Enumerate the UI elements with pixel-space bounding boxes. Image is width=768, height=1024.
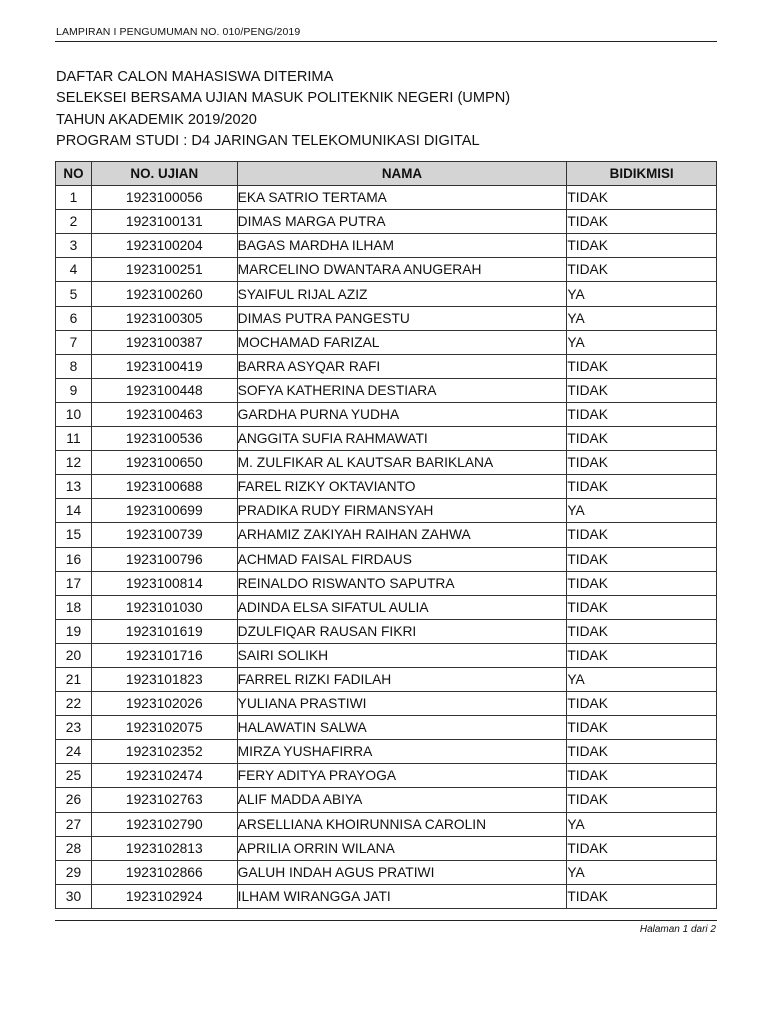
exam-number: 1923100305 <box>91 306 237 330</box>
table-row <box>56 402 717 426</box>
table-row <box>56 812 717 836</box>
student-name: DIMAS MARGA PUTRA <box>237 210 567 234</box>
row-number: 16 <box>56 547 92 571</box>
footer-divider <box>55 920 717 921</box>
exam-number: 1923102075 <box>91 716 237 740</box>
table-row <box>56 234 717 258</box>
row-number: 12 <box>56 451 92 475</box>
exam-number: 1923101823 <box>91 667 237 691</box>
row-number: 24 <box>56 740 92 764</box>
title-line-1: DAFTAR CALON MAHASISWA DITERIMA <box>56 69 334 85</box>
row-number: 7 <box>56 330 92 354</box>
student-name: APRILIA ORRIN WILANA <box>237 836 567 860</box>
table-row <box>56 306 717 330</box>
row-number: 22 <box>56 692 92 716</box>
student-name: DZULFIQAR RAUSAN FIKRI <box>237 619 567 643</box>
student-name: REINALDO RISWANTO SAPUTRA <box>237 571 567 595</box>
bidikmisi-status: TIDAK <box>567 186 717 210</box>
exam-number: 1923100387 <box>91 330 237 354</box>
column-header-nama: NAMA <box>237 162 567 186</box>
table-row <box>56 210 717 234</box>
student-name: DIMAS PUTRA PANGESTU <box>237 306 567 330</box>
row-number: 19 <box>56 619 92 643</box>
bidikmisi-status: YA <box>567 812 717 836</box>
exam-number: 1923100448 <box>91 378 237 402</box>
exam-number: 1923102813 <box>91 836 237 860</box>
student-name: YULIANA PRASTIWI <box>237 692 567 716</box>
bidikmisi-status: TIDAK <box>567 643 717 667</box>
table-row <box>56 667 717 691</box>
table-row <box>56 499 717 523</box>
student-name: ARSELLIANA KHOIRUNNISA CAROLIN <box>237 812 567 836</box>
exam-number: 1923102474 <box>91 764 237 788</box>
table-row <box>56 354 717 378</box>
bidikmisi-status: TIDAK <box>567 836 717 860</box>
row-number: 21 <box>56 667 92 691</box>
table-row <box>56 764 717 788</box>
bidikmisi-status: TIDAK <box>567 619 717 643</box>
bidikmisi-status: TIDAK <box>567 354 717 378</box>
exam-number: 1923102790 <box>91 812 237 836</box>
student-name: ADINDA ELSA SIFATUL AULIA <box>237 595 567 619</box>
table-row <box>56 788 717 812</box>
exam-number: 1923100463 <box>91 402 237 426</box>
column-header-no: NO <box>56 162 92 186</box>
table-row <box>56 860 717 884</box>
row-number: 3 <box>56 234 92 258</box>
bidikmisi-status: YA <box>567 306 717 330</box>
exam-number: 1923102352 <box>91 740 237 764</box>
bidikmisi-status: TIDAK <box>567 378 717 402</box>
table-row <box>56 716 717 740</box>
row-number: 15 <box>56 523 92 547</box>
row-number: 14 <box>56 499 92 523</box>
row-number: 10 <box>56 402 92 426</box>
row-number: 29 <box>56 860 92 884</box>
student-name: GARDHA PURNA YUDHA <box>237 402 567 426</box>
row-number: 13 <box>56 475 92 499</box>
header-divider <box>55 41 717 42</box>
column-header-no-ujian: NO. UJIAN <box>91 162 237 186</box>
bidikmisi-status: TIDAK <box>567 595 717 619</box>
exam-number: 1923100131 <box>91 210 237 234</box>
exam-number: 1923100204 <box>91 234 237 258</box>
row-number: 28 <box>56 836 92 860</box>
row-number: 4 <box>56 258 92 282</box>
bidikmisi-status: YA <box>567 282 717 306</box>
page-number: Halaman 1 dari 2 <box>639 924 716 935</box>
exam-number: 1923100688 <box>91 475 237 499</box>
exam-number: 1923100251 <box>91 258 237 282</box>
bidikmisi-status: YA <box>567 330 717 354</box>
bidikmisi-status: TIDAK <box>567 210 717 234</box>
title-line-2: SELEKSEI BERSAMA UJIAN MASUK POLITEKNIK NEGERI (UMPN) <box>56 90 511 107</box>
bidikmisi-status: TIDAK <box>567 740 717 764</box>
row-number: 27 <box>56 812 92 836</box>
table-header-row <box>56 162 717 186</box>
bidikmisi-status: TIDAK <box>567 571 717 595</box>
table-row <box>56 692 717 716</box>
title-line-3: TAHUN AKADEMIK 2019/2020 <box>56 111 257 128</box>
title-line-4: PROGRAM STUDI : D4 JARINGAN TELEKOMUNIKASI DIGITAL <box>56 132 480 149</box>
document-title-block <box>56 67 510 152</box>
row-number: 9 <box>56 378 92 402</box>
student-name: FAREL RIZKY OKTAVIANTO <box>237 475 567 499</box>
student-name: PRADIKA RUDY FIRMANSYAH <box>237 499 567 523</box>
exam-number: 1923102763 <box>91 788 237 812</box>
exam-number: 1923101619 <box>91 619 237 643</box>
bidikmisi-status: TIDAK <box>567 451 717 475</box>
row-number: 2 <box>56 210 92 234</box>
table-row <box>56 547 717 571</box>
row-number: 20 <box>56 643 92 667</box>
bidikmisi-status: TIDAK <box>567 692 717 716</box>
student-name: SAIRI SOLIKH <box>237 643 567 667</box>
student-name: SYAIFUL RIJAL AZIZ <box>237 282 567 306</box>
student-name: HALAWATIN SALWA <box>237 716 567 740</box>
bidikmisi-status: TIDAK <box>567 884 717 908</box>
student-name: BAGAS MARDHA ILHAM <box>237 234 567 258</box>
table-row <box>56 186 717 210</box>
exam-number: 1923100699 <box>91 499 237 523</box>
row-number: 5 <box>56 282 92 306</box>
row-number: 30 <box>56 884 92 908</box>
table-row <box>56 330 717 354</box>
student-name: ACHMAD FAISAL FIRDAUS <box>237 547 567 571</box>
bidikmisi-status: YA <box>567 499 717 523</box>
table-row <box>56 258 717 282</box>
student-name: FARREL RIZKI FADILAH <box>237 667 567 691</box>
bidikmisi-status: TIDAK <box>567 475 717 499</box>
table-row <box>56 571 717 595</box>
exam-number: 1923101030 <box>91 595 237 619</box>
student-name: ANGGITA SUFIA RAHMAWATI <box>237 427 567 451</box>
bidikmisi-status: YA <box>567 667 717 691</box>
row-number: 18 <box>56 595 92 619</box>
student-name: MIRZA YUSHAFIRRA <box>237 740 567 764</box>
table-row <box>56 523 717 547</box>
bidikmisi-status: TIDAK <box>567 716 717 740</box>
bidikmisi-status: TIDAK <box>567 427 717 451</box>
column-header-bidikmisi: BIDIKMISI <box>567 162 717 186</box>
exam-number: 1923102026 <box>91 692 237 716</box>
row-number: 1 <box>56 186 92 210</box>
exam-number: 1923101716 <box>91 643 237 667</box>
student-name: MARCELINO DWANTARA ANUGERAH <box>237 258 567 282</box>
exam-number: 1923102924 <box>91 884 237 908</box>
table-body <box>56 186 717 909</box>
bidikmisi-status: TIDAK <box>567 234 717 258</box>
admitted-students-table <box>55 161 717 909</box>
row-number: 26 <box>56 788 92 812</box>
exam-number: 1923100536 <box>91 427 237 451</box>
table-row <box>56 740 717 764</box>
table-row <box>56 595 717 619</box>
bidikmisi-status: TIDAK <box>567 258 717 282</box>
bidikmisi-status: TIDAK <box>567 523 717 547</box>
table-row <box>56 451 717 475</box>
student-name: BARRA ASYQAR RAFI <box>237 354 567 378</box>
bidikmisi-status: YA <box>567 860 717 884</box>
table-row <box>56 475 717 499</box>
student-name: EKA SATRIO TERTAMA <box>237 186 567 210</box>
table-row <box>56 427 717 451</box>
row-number: 8 <box>56 354 92 378</box>
exam-number: 1923100739 <box>91 523 237 547</box>
table-row <box>56 836 717 860</box>
table-row <box>56 282 717 306</box>
student-name: MOCHAMAD FARIZAL <box>237 330 567 354</box>
exam-number: 1923102866 <box>91 860 237 884</box>
table-row <box>56 884 717 908</box>
exam-number: 1923100814 <box>91 571 237 595</box>
exam-number: 1923100260 <box>91 282 237 306</box>
row-number: 17 <box>56 571 92 595</box>
student-name: ALIF MADDA ABIYA <box>237 788 567 812</box>
student-name: M. ZULFIKAR AL KAUTSAR BARIKLANA <box>237 451 567 475</box>
row-number: 11 <box>56 427 92 451</box>
exam-number: 1923100796 <box>91 547 237 571</box>
exam-number: 1923100650 <box>91 451 237 475</box>
row-number: 25 <box>56 764 92 788</box>
row-number: 23 <box>56 716 92 740</box>
exam-number: 1923100419 <box>91 354 237 378</box>
row-number: 6 <box>56 306 92 330</box>
student-name: GALUH INDAH AGUS PRATIWI <box>237 860 567 884</box>
table-row <box>56 378 717 402</box>
table-row <box>56 619 717 643</box>
exam-number: 1923100056 <box>91 186 237 210</box>
document-reference: LAMPIRAN I PENGUMUMAN NO. 010/PENG/2019 <box>56 26 301 38</box>
student-name: ILHAM WIRANGGA JATI <box>237 884 567 908</box>
bidikmisi-status: TIDAK <box>567 764 717 788</box>
bidikmisi-status: TIDAK <box>567 547 717 571</box>
table-row <box>56 643 717 667</box>
student-name: ARHAMIZ ZAKIYAH RAIHAN ZAHWA <box>237 523 567 547</box>
bidikmisi-status: TIDAK <box>567 788 717 812</box>
student-name: FERY ADITYA PRAYOGA <box>237 764 567 788</box>
student-name: SOFYA KATHERINA DESTIARA <box>237 378 567 402</box>
bidikmisi-status: TIDAK <box>567 402 717 426</box>
